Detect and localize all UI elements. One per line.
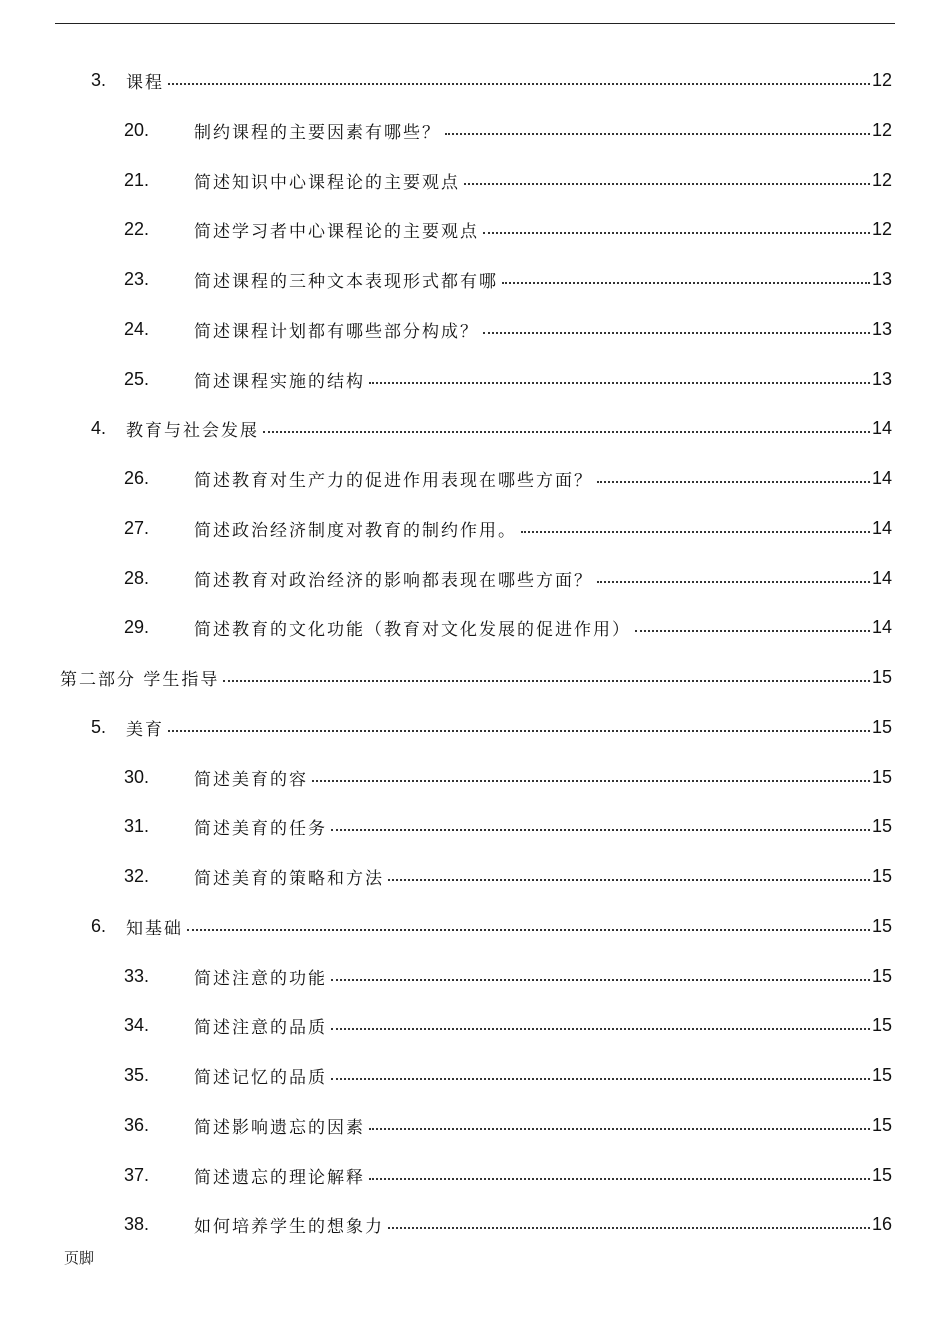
toc-entry-page-number: 12: [871, 169, 892, 190]
toc-entry[interactable]: [124, 354, 892, 404]
toc-entry[interactable]: [124, 801, 892, 851]
toc-entry-title: 简述课程的三种文本表现形式都有哪: [194, 271, 498, 292]
toc-entry-page-number: 12: [871, 69, 892, 90]
toc-entry[interactable]: [124, 553, 892, 603]
toc-entry-title: 教育与社会发展: [126, 420, 259, 441]
toc-entry[interactable]: [91, 702, 892, 752]
dot-leader: [331, 979, 870, 981]
toc-entry-page-number: 15: [871, 1064, 892, 1085]
toc-entry-page-number: 14: [871, 616, 892, 637]
dot-leader: [187, 929, 870, 931]
toc-entry-number: 31.: [124, 815, 150, 836]
toc-entry-page-number: 15: [871, 965, 892, 986]
dot-leader: [331, 1078, 870, 1080]
toc-entry-title: 简述教育的文化功能（教育对文化发展的促进作用）: [194, 619, 631, 640]
toc-entry-number: 28.: [124, 567, 150, 588]
toc-entry-title: 简述知识中心课程论的主要观点: [194, 172, 460, 193]
toc-entry[interactable]: [124, 1150, 892, 1200]
toc-entry-number: 33.: [124, 965, 150, 986]
toc-entry-page-number: 13: [871, 318, 892, 339]
toc-entry-number: 37.: [124, 1164, 150, 1185]
dot-leader: [464, 183, 870, 185]
dot-leader: [388, 1227, 870, 1229]
toc-entry-page-number: 15: [871, 1014, 892, 1035]
toc-entry-number: 5.: [91, 716, 107, 737]
toc-entry-title: 课程: [126, 72, 164, 93]
toc-entry-number: 34.: [124, 1014, 150, 1035]
toc-entry-title: 知基础: [126, 918, 183, 939]
toc-entry[interactable]: [124, 105, 892, 155]
toc-entry-page-number: 14: [871, 517, 892, 538]
toc-entry-title: 简述影响遗忘的因素: [194, 1117, 365, 1138]
toc-entry-page-number: 14: [871, 417, 892, 438]
dot-leader: [445, 133, 870, 135]
dot-leader: [223, 680, 870, 682]
toc-entry-title: 简述学习者中心课程论的主要观点: [194, 221, 479, 242]
toc-entry-number: 32.: [124, 865, 150, 886]
toc-entry[interactable]: [124, 602, 892, 652]
toc-entry-number: 35.: [124, 1064, 150, 1085]
toc-entry-title: 简述记忆的品质: [194, 1067, 327, 1088]
toc-entry[interactable]: [124, 752, 892, 802]
toc-entry-page-number: 15: [871, 1164, 892, 1185]
toc-entry-title: 简述课程计划都有哪些部分构成？: [194, 321, 479, 342]
toc-entry-number: 23.: [124, 268, 150, 289]
toc-entry-title: 美育: [126, 719, 164, 740]
toc-entry-number: 26.: [124, 467, 150, 488]
toc-entry-page-number: 15: [871, 666, 892, 687]
dot-leader: [331, 829, 870, 831]
dot-leader: [369, 1178, 870, 1180]
toc-entry[interactable]: [124, 453, 892, 503]
toc-entry-title: 简述政治经济制度对教育的制约作用。: [194, 520, 517, 541]
toc-entry-number: 24.: [124, 318, 150, 339]
toc-entry[interactable]: [91, 55, 892, 105]
toc-entry[interactable]: [124, 951, 892, 1001]
dot-leader: [635, 630, 870, 632]
toc-entry-number: 36.: [124, 1114, 150, 1135]
toc-entry-page-number: 15: [871, 815, 892, 836]
dot-leader: [502, 282, 870, 284]
toc-entry-page-number: 12: [871, 218, 892, 239]
toc-entry-title: 简述注意的功能: [194, 968, 327, 989]
toc-entry-title: 简述教育对政治经济的影响都表现在哪些方面？: [194, 570, 593, 591]
toc-entry[interactable]: [124, 1000, 892, 1050]
dot-leader: [369, 382, 870, 384]
dot-leader: [521, 531, 870, 533]
toc-entry-title: 简述美育的任务: [194, 818, 327, 839]
toc-entry[interactable]: [91, 901, 892, 951]
dot-leader: [483, 332, 870, 334]
toc-entry[interactable]: [124, 155, 892, 205]
toc-entry[interactable]: [124, 1050, 892, 1100]
toc-entry-number: 20.: [124, 119, 150, 140]
toc-entry-number: 22.: [124, 218, 150, 239]
dot-leader: [597, 581, 870, 583]
toc-entry-number: 27.: [124, 517, 150, 538]
toc-entry[interactable]: [124, 204, 892, 254]
toc-entry-number: 30.: [124, 766, 150, 787]
dot-leader: [597, 481, 870, 483]
toc-entry-title: 简述注意的品质: [194, 1017, 327, 1038]
toc-entry-page-number: 12: [871, 119, 892, 140]
toc-entry-number: 6.: [91, 915, 107, 936]
toc-entry-title: 如何培养学生的想象力: [194, 1216, 384, 1237]
dot-leader: [369, 1128, 870, 1130]
dot-leader: [483, 232, 870, 234]
toc-entry-page-number: 14: [871, 467, 892, 488]
toc-entry[interactable]: [124, 254, 892, 304]
toc-entry-title: 简述美育的策略和方法: [194, 868, 384, 889]
toc-entry-title: 简述教育对生产力的促进作用表现在哪些方面？: [194, 470, 593, 491]
toc-entry[interactable]: [60, 652, 892, 702]
toc-entry[interactable]: [124, 304, 892, 354]
toc-entry-title: 简述美育的容: [194, 769, 308, 790]
toc-entry-page-number: 15: [871, 1114, 892, 1135]
toc-entry-number: 25.: [124, 368, 150, 389]
dot-leader: [388, 879, 870, 881]
toc-entry-number: 29.: [124, 616, 150, 637]
toc-entry-number: 4.: [91, 417, 107, 438]
toc-entry-page-number: 15: [871, 716, 892, 737]
toc-entry-page-number: 15: [871, 915, 892, 936]
dot-leader: [168, 730, 870, 732]
toc-entry[interactable]: [124, 851, 892, 901]
toc-entry[interactable]: [124, 503, 892, 553]
dot-leader: [312, 780, 870, 782]
toc-entry-title: 制约课程的主要因素有哪些？: [194, 122, 441, 143]
toc-entry-page-number: 13: [871, 368, 892, 389]
dot-leader: [331, 1028, 870, 1030]
toc-entry-page-number: 14: [871, 567, 892, 588]
toc-entry-number: 3.: [91, 69, 107, 90]
header-rule: [55, 23, 895, 24]
toc-entry-page-number: 13: [871, 268, 892, 289]
page-footer: 页脚: [64, 1249, 95, 1267]
toc-entry-page-number: 16: [871, 1213, 892, 1234]
toc-entry-title: 第二部分 学生指导: [60, 669, 220, 690]
toc-entry-page-number: 15: [871, 865, 892, 886]
toc-entry-number: 21.: [124, 169, 150, 190]
toc-entry[interactable]: [124, 1199, 892, 1249]
dot-leader: [263, 431, 870, 433]
toc-entry-number: 38.: [124, 1213, 150, 1234]
toc-entry-title: 简述课程实施的结构: [194, 371, 365, 392]
toc-entry-title: 简述遗忘的理论解释: [194, 1167, 365, 1188]
toc-entry-page-number: 15: [871, 766, 892, 787]
toc-entry[interactable]: [124, 1100, 892, 1150]
dot-leader: [168, 83, 870, 85]
toc-entry[interactable]: [91, 403, 892, 453]
